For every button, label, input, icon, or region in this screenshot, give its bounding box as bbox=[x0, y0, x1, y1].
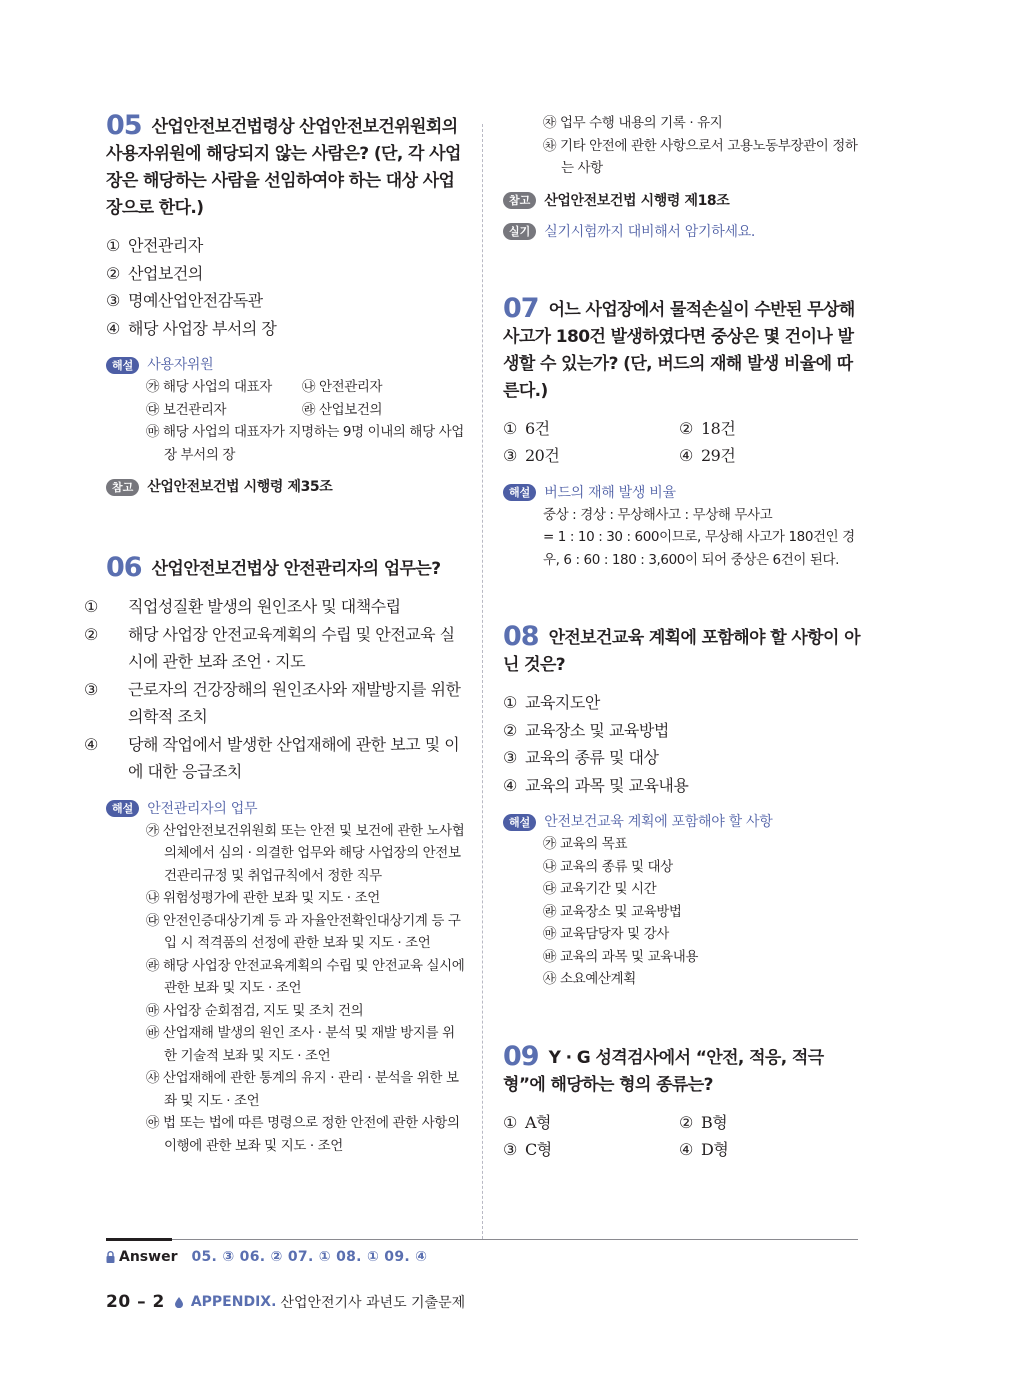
study-tip bbox=[503, 221, 863, 243]
explanation-header bbox=[503, 811, 863, 833]
explanation-body bbox=[543, 833, 863, 991]
option-3 bbox=[503, 442, 679, 470]
option-text: 안전관리자 bbox=[128, 236, 203, 255]
page-number: 20 – 2 bbox=[106, 1292, 165, 1312]
option-2 bbox=[503, 717, 863, 745]
option-text: 명예산업안전감독관 bbox=[128, 291, 263, 310]
option-list bbox=[503, 1109, 863, 1164]
option-text: C형 bbox=[525, 1140, 552, 1159]
explanation-header bbox=[106, 354, 466, 376]
explanation bbox=[503, 811, 863, 991]
option-mark: ① bbox=[84, 597, 98, 616]
option-mark: ② bbox=[84, 624, 98, 644]
explanation-body bbox=[146, 820, 466, 1158]
option-1 bbox=[503, 415, 679, 443]
column-divider bbox=[482, 124, 483, 1239]
question-06 bbox=[84, 552, 466, 1157]
explanation-pair bbox=[146, 399, 466, 422]
question-06-continued bbox=[503, 112, 863, 243]
reference-badge: 참고 bbox=[106, 479, 139, 496]
explanation bbox=[106, 798, 466, 1158]
drop-icon bbox=[175, 1297, 183, 1308]
explanation-title: 사용자위원 bbox=[147, 357, 214, 373]
option-1 bbox=[84, 593, 466, 621]
question-number: 05 bbox=[106, 110, 142, 141]
option-2 bbox=[106, 260, 466, 288]
explanation-body bbox=[543, 504, 863, 572]
option-mark: ③ bbox=[503, 1140, 517, 1159]
answer-key bbox=[106, 1246, 427, 1268]
option-4 bbox=[84, 731, 466, 786]
right-column bbox=[503, 112, 863, 1164]
left-column bbox=[84, 110, 466, 1157]
reference-text: 산업안전보건법 시행령 제35조 bbox=[147, 479, 333, 495]
option-2 bbox=[679, 1109, 855, 1137]
option-list bbox=[503, 689, 863, 799]
option-list bbox=[84, 593, 466, 786]
explanation-pair bbox=[146, 376, 466, 399]
question-07 bbox=[503, 292, 863, 572]
option-text: D형 bbox=[701, 1140, 729, 1159]
explanation bbox=[106, 354, 466, 466]
explanation-item: ㉵ 법 또는 법에 따른 명령으로 정한 안전에 관한 사항의 이행에 관한 보좌 및 지도 · 조언 bbox=[146, 1115, 460, 1154]
explanation-item: ㉶ 업무 수행 내용의 기록 · 유지 bbox=[543, 115, 723, 131]
explanation-line: = 1 : 10 : 30 : 600이므로, 무상해 사고가 180건인 경우, 6 : 60 : 180 : 3,600이 되어 중상은 6건이 된다. bbox=[543, 529, 855, 568]
option-text: 교육의 과목 및 교육내용 bbox=[525, 775, 689, 795]
option-4 bbox=[679, 442, 855, 470]
explanation-line: 중상 : 경상 : 무상해사고 : 무상해 무사고 bbox=[543, 506, 773, 523]
question-text: 산업안전보건법령상 산업안전보건위원회의 사용자위원에 해당되지 않는 사람은? (단, 각 사업장은 해당하는 사람을 선임하여야 하는 대상 사업장으로 한다.) bbox=[106, 117, 461, 218]
question-text: Y · G 성격검사에서 “안전, 적응, 적극형”에 해당하는 형의 종류는? bbox=[503, 1047, 824, 1095]
explanation-item: ㉯ 안전관리자 bbox=[302, 379, 383, 395]
option-list bbox=[503, 415, 863, 470]
explanation-item: ㉲ 사업장 순회점검, 지도 및 조치 건의 bbox=[146, 1002, 364, 1019]
explanation-title: 안전관리자의 업무 bbox=[147, 800, 258, 817]
option-text: 6건 bbox=[525, 418, 550, 438]
question-number: 08 bbox=[503, 621, 539, 652]
option-1 bbox=[503, 689, 863, 717]
option-4 bbox=[106, 315, 466, 343]
question-number: 07 bbox=[503, 292, 539, 324]
lock-icon bbox=[106, 1251, 115, 1263]
explanation-badge: 해설 bbox=[106, 800, 139, 817]
explanation-item: ㉰ 교육기간 및 시간 bbox=[543, 881, 657, 897]
option-mark: ④ bbox=[84, 734, 98, 754]
option-text: B형 bbox=[701, 1112, 728, 1132]
explanation-item: ㉴ 산업재해에 관한 통계의 유지 · 관리 · 분석을 위한 보좌 및 지도 · 조언 bbox=[146, 1070, 459, 1109]
option-mark: ④ bbox=[679, 446, 693, 465]
option-mark: ④ bbox=[679, 1140, 693, 1159]
answer-divider bbox=[106, 1239, 858, 1240]
explanation bbox=[503, 482, 863, 572]
option-text: 29건 bbox=[701, 446, 736, 465]
option-4 bbox=[503, 772, 863, 800]
answer-values: 05. ③ 06. ② 07. ① 08. ① 09. ④ bbox=[191, 1249, 428, 1265]
option-text: 직업성질환 발생의 원인조사 및 대책수립 bbox=[128, 597, 401, 616]
option-3 bbox=[503, 744, 863, 772]
explanation-item: ㉰ 안전인증대상기계 등 과 자율안전확인대상기계 등 구입 시 적격품의 선정에 관한 보좌 및 지도 · 조언 bbox=[146, 912, 461, 951]
explanation-item: ㉲ 교육담당자 및 강사 bbox=[543, 926, 669, 942]
option-text: 교육의 종류 및 대상 bbox=[525, 748, 659, 767]
option-text: 18건 bbox=[701, 418, 736, 438]
tip-badge: 실기 bbox=[503, 223, 536, 240]
option-mark: ① bbox=[503, 1112, 517, 1132]
explanation-item: ㉰ 보건관리자 bbox=[146, 401, 227, 418]
question-text: 안전보건교육 계획에 포함해야 할 사항이 아닌 것은? bbox=[503, 628, 860, 675]
question-text: 산업안전보건법상 안전관리자의 업무는? bbox=[151, 559, 441, 579]
reference-badge: 참고 bbox=[503, 192, 536, 209]
explanation-item: ㉷ 기타 안전에 관한 사항으로서 고용노동부장관이 정하는 사항 bbox=[543, 137, 858, 176]
explanation-item: ㉴ 소요예산계획 bbox=[543, 971, 636, 987]
option-list bbox=[106, 232, 466, 342]
option-text: 당해 작업에서 발생한 산업재해에 관한 보고 및 이에 대한 응급조치 bbox=[128, 734, 460, 781]
option-3 bbox=[106, 287, 466, 315]
explanation-title: 안전보건교육 계획에 포함해야 할 사항 bbox=[544, 814, 773, 830]
option-mark: ② bbox=[503, 720, 517, 740]
reference bbox=[106, 476, 466, 498]
explanation-item: ㉱ 산업보건의 bbox=[302, 401, 383, 418]
option-text: 20건 bbox=[525, 446, 560, 465]
option-text: A형 bbox=[525, 1112, 552, 1132]
explanation-item: ㉱ 해당 사업장 안전교육계획의 수립 및 안전교육 실시에 관한 보좌 및 지도 · 조언 bbox=[146, 957, 465, 996]
explanation-item: ㉱ 교육장소 및 교육방법 bbox=[543, 903, 682, 920]
option-text: 해당 사업장 부서의 장 bbox=[128, 318, 277, 338]
question-text: 어느 사업장에서 물적손실이 수반된 무상해 사고가 180건 발생하였다면 중상은 몇 건이나 발생할 수 있는가? (단, 버드의 재해 발생 비율에 따른다.) bbox=[503, 299, 855, 401]
option-3 bbox=[503, 1136, 679, 1164]
explanation-item: ㉳ 산업재해 발생의 원인 조사 · 분석 및 재발 방지를 위한 기술적 보좌 및 지도 · 조언 bbox=[146, 1025, 455, 1064]
option-mark: ① bbox=[503, 693, 517, 712]
question-stem bbox=[106, 112, 466, 222]
option-mark: ① bbox=[503, 418, 517, 438]
option-mark: ③ bbox=[84, 679, 98, 699]
explanation-item: ㉯ 위험성평가에 관한 보좌 및 지도 · 조언 bbox=[146, 890, 380, 906]
option-mark: ③ bbox=[106, 291, 120, 310]
question-number: 06 bbox=[106, 552, 142, 583]
explanation-item: ㉳ 교육의 과목 및 교육내용 bbox=[543, 948, 699, 965]
explanation-item: ㉮ 산업안전보건위원회 또는 안전 및 보건에 관한 노사협의체에서 심의 · 의결한 업무와 해당 사업장의 안전보건관리규정 및 취업규칙에서 정한 직무 bbox=[146, 822, 465, 884]
option-mark: ② bbox=[679, 1112, 693, 1132]
option-mark: ④ bbox=[106, 318, 120, 338]
option-2 bbox=[679, 415, 855, 443]
option-text: 근로자의 건강장해의 원인조사와 재발방지를 위한 의학적 조치 bbox=[128, 679, 461, 726]
explanation-body bbox=[543, 112, 863, 180]
option-mark: ② bbox=[106, 263, 120, 283]
question-08 bbox=[503, 623, 863, 991]
explanation-badge: 해설 bbox=[503, 814, 536, 831]
option-text: 교육지도안 bbox=[525, 693, 600, 712]
option-mark: ③ bbox=[503, 446, 517, 465]
option-1 bbox=[106, 232, 466, 260]
question-stem bbox=[106, 554, 466, 583]
question-09 bbox=[503, 1040, 863, 1164]
explanation-header bbox=[503, 482, 863, 504]
page-footer bbox=[106, 1292, 465, 1312]
question-stem bbox=[503, 292, 863, 405]
option-mark: ③ bbox=[503, 748, 517, 767]
option-mark: ② bbox=[679, 418, 693, 438]
option-4 bbox=[679, 1136, 855, 1164]
question-stem bbox=[503, 1040, 863, 1099]
explanation-title: 버드의 재해 발생 비율 bbox=[544, 484, 676, 501]
option-3 bbox=[84, 676, 466, 731]
explanation-body bbox=[146, 376, 466, 466]
explanation-item: ㉮ 교육의 목표 bbox=[543, 836, 628, 852]
question-number: 09 bbox=[503, 1040, 539, 1072]
option-1 bbox=[503, 1109, 679, 1137]
explanation-item: ㉲ 해당 사업의 대표자가 지명하는 9명 이내의 해당 사업장 부서의 장 bbox=[146, 424, 464, 463]
option-text: 해당 사업장 안전교육계획의 수립 및 안전교육 실시에 관한 보좌 조언 · 지도 bbox=[128, 624, 455, 671]
reference-text: 산업안전보건법 시행령 제18조 bbox=[544, 192, 730, 209]
tip-text: 실기시험까지 대비해서 암기하세요. bbox=[544, 223, 756, 240]
explanation-badge: 해설 bbox=[503, 484, 536, 501]
question-stem bbox=[503, 623, 863, 679]
answer-label: Answer bbox=[119, 1249, 178, 1265]
explanation-badge: 해설 bbox=[106, 357, 139, 374]
reference bbox=[503, 190, 863, 212]
question-05 bbox=[106, 112, 466, 498]
appendix-label: APPENDIX. bbox=[190, 1294, 277, 1310]
explanation-item: ㉯ 교육의 종류 및 대상 bbox=[543, 858, 673, 875]
option-mark: ④ bbox=[503, 775, 517, 795]
option-text: 교육장소 및 교육방법 bbox=[525, 720, 669, 740]
option-2 bbox=[84, 621, 466, 676]
option-text: 산업보건의 bbox=[128, 263, 203, 283]
explanation-header bbox=[106, 798, 466, 820]
option-mark: ① bbox=[106, 236, 120, 255]
footer-title: 산업안전기사 과년도 기출문제 bbox=[280, 1295, 466, 1311]
explanation-item: ㉮ 해당 사업의 대표자 bbox=[146, 379, 272, 395]
